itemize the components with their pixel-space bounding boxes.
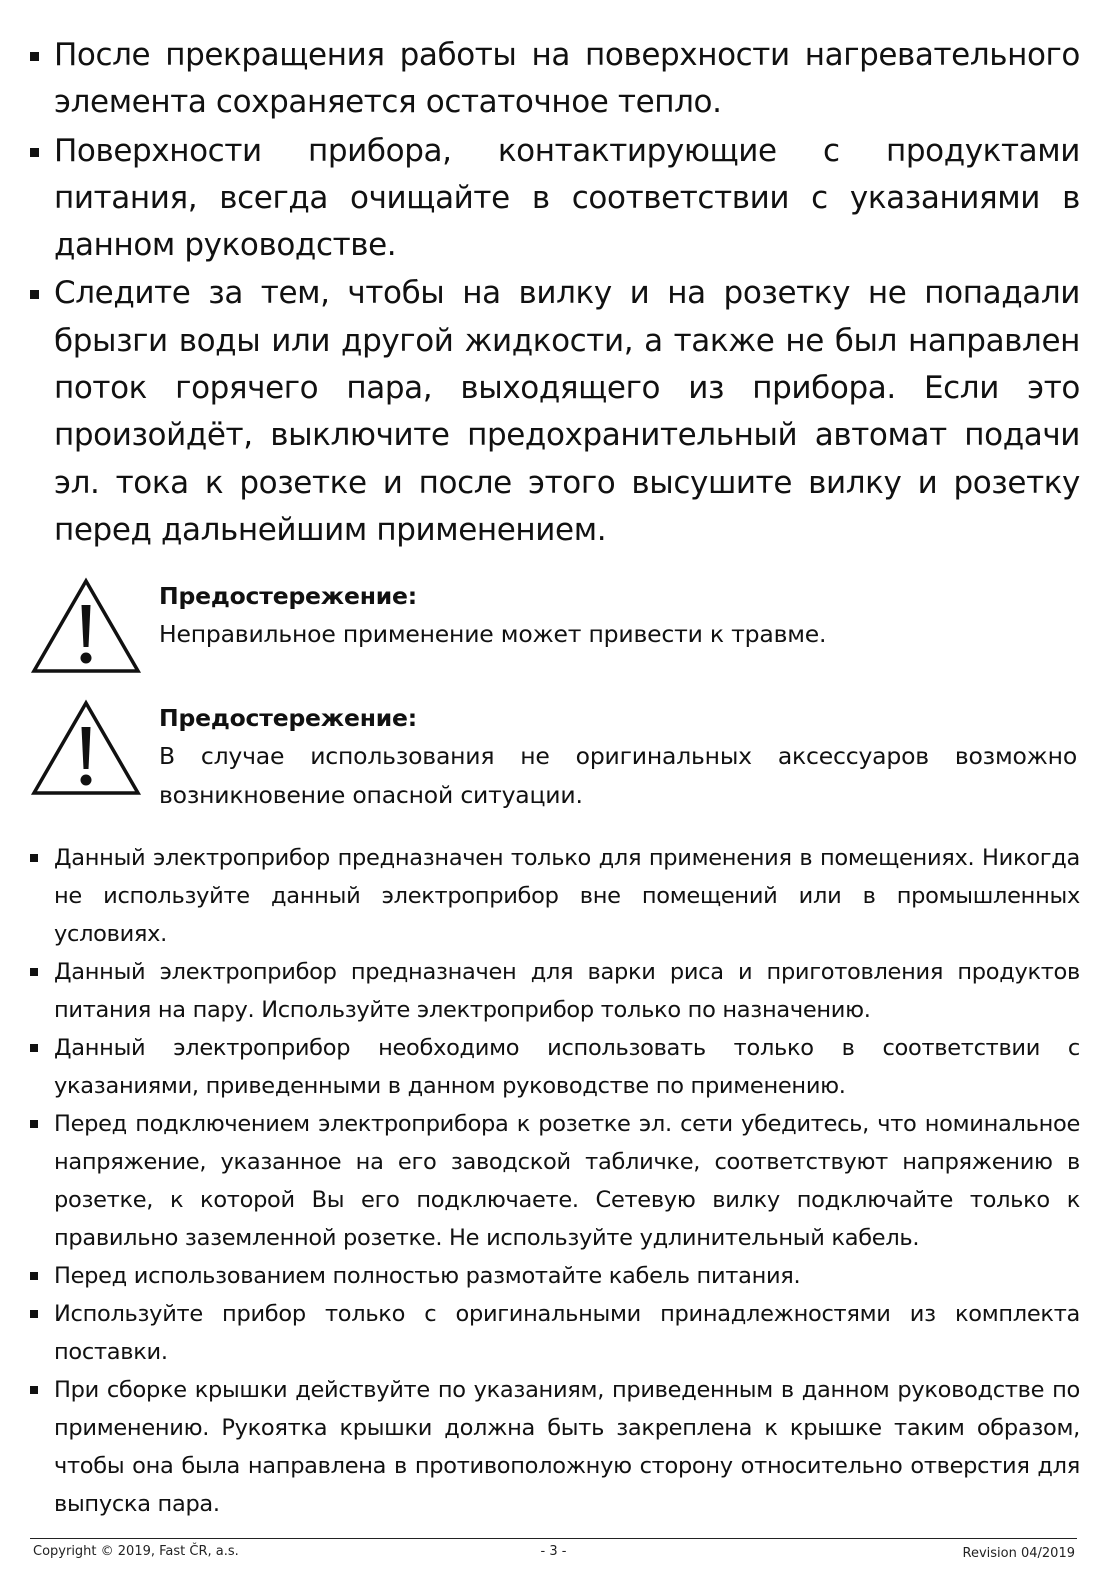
list-item-text: Поверхности прибора, контактирующие с продуктами питания, всегда очищайте в соответствии с указаниями в данном руководстве.: [54, 132, 1080, 264]
warning-title: Предостережение:: [159, 582, 417, 610]
list-item-text: Данный электроприбор необходимо использовать только в соответствии с указаниями, приведенными в данном руководстве по применению.: [54, 1035, 1080, 1099]
bullet-square-icon: [30, 854, 38, 862]
footer-copyright: Copyright © 2019, Fast ČR, a.s.: [33, 1544, 239, 1559]
warning-body: Неправильное применение может привести к травме.: [159, 620, 827, 648]
warning-text: [159, 699, 1077, 814]
bullet-square-icon: [30, 52, 39, 61]
warning-body: В случае использования не оригинальных аксессуаров возможно возникновение опасной ситуации.: [159, 742, 1077, 809]
warning-triangle-icon: [30, 699, 142, 797]
list-item: [30, 32, 1080, 127]
bullet-square-icon: [30, 290, 39, 299]
footer-divider: [30, 1538, 1077, 1539]
safety-list-large: [30, 32, 1080, 555]
list-item: [30, 128, 1080, 270]
list-item: [30, 839, 1080, 953]
list-item: [30, 1295, 1080, 1371]
list-item-text: После прекращения работы на поверхности нагревательного элемента сохраняется остаточное тепло.: [54, 37, 1080, 121]
page-footer: [30, 1543, 1077, 1563]
bullet-square-icon: [30, 968, 38, 976]
list-item-text: Перед подключением электроприбора к розетке эл. сети убедитесь, что номинальное напряжение, указанное на его заводской табличке, соответствуют напряжению в розетке, к которой Вы его подключаете. Сетевую вилку подключайте только к правильно заземленной розетке. Не используйте удлинительный кабель.: [54, 1111, 1080, 1251]
bullet-square-icon: [30, 1386, 38, 1394]
list-item-text: Используйте прибор только с оригинальными принадлежностями из комплекта поставки.: [54, 1301, 1080, 1365]
warning-text: [159, 577, 1077, 654]
warning-block: [30, 577, 1080, 677]
list-item: [30, 1105, 1080, 1257]
warning-block: [30, 699, 1080, 809]
list-item-text: Данный электроприбор предназначен только для применения в помещениях. Никогда не используйте данный электроприбор вне помещений или в промышленных условиях.: [54, 845, 1080, 947]
footer-page-number: - 3 -: [540, 1544, 567, 1559]
bullet-square-icon: [30, 1272, 38, 1280]
list-item-text: Данный электроприбор предназначен для варки риса и приготовления продуктов питания на пару. Используйте электроприбор только по назначению.: [54, 959, 1080, 1023]
list-item: [30, 953, 1080, 1029]
list-item-text: Следите за тем, чтобы на вилку и на розетку не попадали брызги воды или другой жидкости, а также не был направлен поток горячего пара, выходящего из прибора. Если это произойдёт, выключите предохранительный автомат подачи эл. тока к розетке и после этого высушите вилку и розетку перед дальнейшим применением.: [54, 275, 1080, 548]
bullet-square-icon: [30, 1310, 38, 1318]
list-item: [30, 270, 1080, 554]
footer-revision: Revision 04/2019: [962, 1546, 1075, 1561]
bullet-square-icon: [30, 1120, 38, 1128]
list-item: [30, 1029, 1080, 1105]
warning-title: Предостережение:: [159, 704, 417, 732]
list-item: [30, 1257, 1080, 1295]
list-item-text: При сборке крышки действуйте по указаниям, приведенным в данном руководстве по применению. Рукоятка крышки должна быть закреплена к крышке таким образом, чтобы она была направлена в противоположную сторону относительно отверстия для выпуска пара.: [54, 1377, 1080, 1517]
list-item-text: Перед использованием полностью размотайте кабель питания.: [54, 1263, 801, 1289]
safety-list-small: [30, 839, 1080, 1523]
warning-triangle-icon: [30, 577, 142, 675]
list-item: [30, 1371, 1080, 1523]
bullet-square-icon: [30, 1044, 38, 1052]
bullet-square-icon: [30, 148, 39, 157]
